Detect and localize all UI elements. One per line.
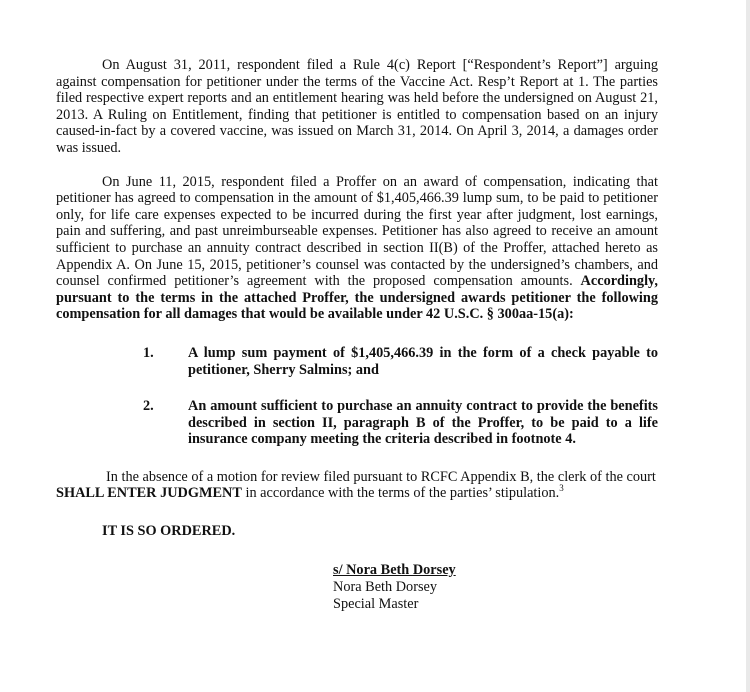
signer-title: Special Master — [333, 595, 419, 612]
judgment-text-after: in accordance with the terms of the parties’ stipulation. — [241, 485, 560, 502]
award-item-1 — [143, 345, 658, 378]
award-item-text: A lump sum payment of $1,405,466.39 in the form of a check payable to petitioner, Sherry Salmins; and — [188, 344, 658, 378]
signer-name: Nora Beth Dorsey — [333, 578, 438, 595]
award-item-2 — [143, 398, 658, 448]
footnote-marker: 3 — [559, 483, 564, 494]
page-edge — [746, 0, 750, 692]
judgment-directive: SHALL ENTER JUDGMENT — [56, 485, 242, 502]
paragraph-judgment — [56, 469, 658, 502]
award-item-number: 2. — [143, 398, 154, 415]
order-statement: IT IS SO ORDERED. — [102, 523, 236, 540]
paragraph-proffer — [56, 174, 658, 323]
judgment-text-before: In the absence of a motion for review filed pursuant to RCFC Appendix B, the clerk of the court — [106, 468, 656, 485]
signature-line: s/ Nora Beth Dorsey — [333, 561, 456, 578]
award-list — [56, 345, 658, 448]
signature-block — [333, 562, 658, 613]
award-statement: Accordingly, pursuant to the terms in the attached Proffer, the undersigned awards petitioner the following compensation for all damages that would be available under 42 U.S.C. § 300aa-15(a): — [56, 273, 658, 323]
paragraph-proffer-text: On June 11, 2015, respondent filed a Proffer on an award of compensation, indicating that petitioner has agreed to compensation in the amount of $1,405,466.39 lump sum, to be paid to petitioner only, for life care expenses expected to be incurred during the first year after judgment, lost earnings, pain and suffering, and past unreimburseable expenses. Petitioner has also agreed to receive an amount sufficient to purchase an annuity contract described in section II(B) of the Proffer, attached hereto as Appendix A. On June 15, 2015, petitioner’s counsel was contacted by the undersigned’s chambers, and counsel confirmed petitioner’s agreement with the proposed compensation amounts. — [56, 173, 658, 290]
award-item-number: 1. — [143, 344, 154, 361]
paragraph-procedural-history: On August 31, 2011, respondent filed a Rule 4(c) Report [“Respondent’s Report”] arguing against compensation for petitioner under the terms of the Vaccine Act. Resp’t Report at 1. The parties filed respective expert reports and an entitlement hearing was held before the undersigned on August 21, 2013. A Ruling on Entitlement, finding that petitioner is entitled to compensation based on an injury caused-in-fact by a covered vaccine, was issued on March 31, 2014. On April 3, 2014, a damages order was issued. — [56, 57, 658, 156]
award-item-text: An amount sufficient to purchase an annuity contract to provide the benefits described in section II, paragraph B of the Proffer, to be paid to a life insurance company meeting the criteria described in footnote 4. — [188, 398, 658, 448]
document-body — [56, 57, 658, 613]
